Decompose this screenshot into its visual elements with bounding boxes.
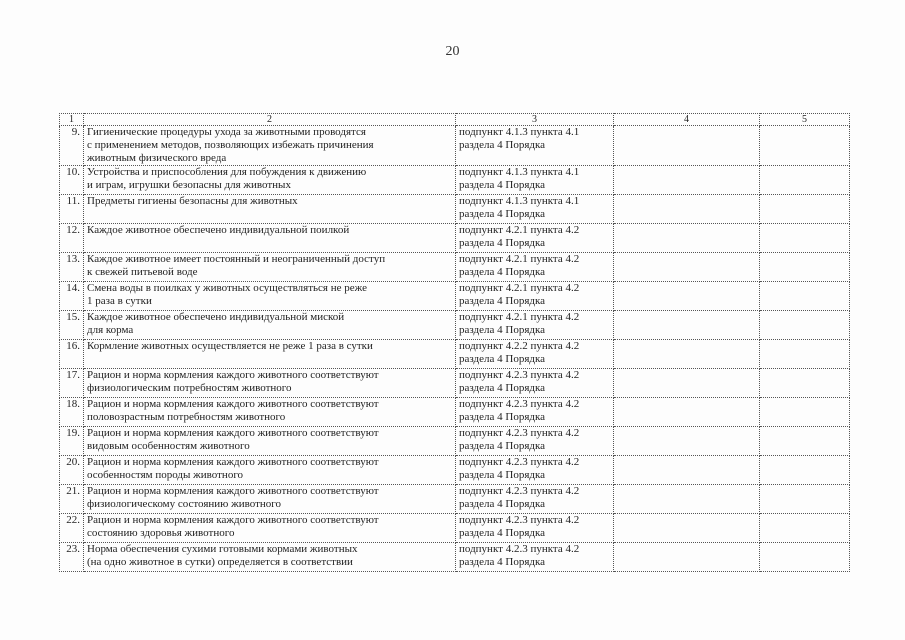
reference-cell: [456, 282, 614, 311]
header-cell: 5: [760, 114, 850, 126]
requirement-text: (на одно животное в сутки) определяется в соответствии: [87, 556, 353, 568]
requirement-text: Смена воды в поилках у животных осуществляться не реже: [87, 282, 367, 294]
requirement-cell: [84, 398, 456, 427]
answer-cell: [614, 126, 760, 166]
answer-cell: [614, 514, 760, 543]
requirement-text: животным физического вреда: [87, 152, 227, 164]
row-number: 11.: [60, 195, 84, 224]
reference-text: раздела 4 Порядка: [459, 295, 546, 307]
answer-cell: [614, 485, 760, 514]
reference-text: подпункт 4.2.1 пункта 4.2: [459, 253, 580, 265]
table-row: [60, 543, 850, 572]
answer-cell: [614, 427, 760, 456]
answer-cell: [614, 340, 760, 369]
note-cell: [760, 166, 850, 195]
requirement-text: физиологическому состоянию животного: [87, 498, 282, 510]
note-cell: [760, 485, 850, 514]
page-number: 20: [445, 44, 460, 59]
row-number: 16.: [60, 340, 84, 369]
reference-cell: [456, 253, 614, 282]
table-row: [60, 456, 850, 485]
header-cell: 2: [84, 114, 456, 126]
reference-cell: [456, 514, 614, 543]
reference-text: раздела 4 Порядка: [459, 411, 546, 423]
reference-text: подпункт 4.2.3 пункта 4.2: [459, 427, 580, 439]
requirement-text: Гигиенические процедуры ухода за животными проводятся: [87, 126, 366, 138]
requirement-cell: [84, 485, 456, 514]
reference-cell: [456, 485, 614, 514]
reference-text: подпункт 4.1.3 пункта 4.1: [459, 195, 580, 207]
requirement-text: Кормление животных осуществляется не реже 1 раза в сутки: [87, 340, 373, 352]
answer-cell: [614, 166, 760, 195]
reference-cell: [456, 311, 614, 340]
reference-text: подпункт 4.2.2 пункта 4.2: [459, 340, 580, 352]
note-cell: [760, 398, 850, 427]
answer-cell: [614, 369, 760, 398]
reference-text: подпункт 4.2.1 пункта 4.2: [459, 311, 580, 323]
reference-text: раздела 4 Порядка: [459, 237, 546, 249]
requirement-text: состоянию здоровья животного: [87, 527, 235, 539]
reference-text: подпункт 4.1.3 пункта 4.1: [459, 166, 580, 178]
requirement-text: 1 раза в сутки: [87, 295, 152, 307]
requirement-cell: [84, 427, 456, 456]
row-number: 21.: [60, 485, 84, 514]
note-cell: [760, 195, 850, 224]
table-row: [60, 427, 850, 456]
row-number: 13.: [60, 253, 84, 282]
reference-text: раздела 4 Порядка: [459, 179, 546, 191]
requirement-text: Рацион и норма кормления каждого животного соответствуют: [87, 456, 379, 468]
reference-text: подпункт 4.2.1 пункта 4.2: [459, 282, 580, 294]
row-number: 18.: [60, 398, 84, 427]
reference-text: раздела 4 Порядка: [459, 208, 546, 220]
reference-cell: [456, 126, 614, 166]
reference-text: раздела 4 Порядка: [459, 266, 546, 278]
requirement-cell: [84, 224, 456, 253]
requirement-text: Рацион и норма кормления каждого животного соответствуют: [87, 369, 379, 381]
table-row: [60, 398, 850, 427]
answer-cell: [614, 282, 760, 311]
answer-cell: [614, 456, 760, 485]
requirement-cell: [84, 369, 456, 398]
reference-cell: [456, 543, 614, 572]
note-cell: [760, 311, 850, 340]
requirement-text: Рацион и норма кормления каждого животного соответствуют: [87, 427, 379, 439]
answer-cell: [614, 398, 760, 427]
answer-cell: [614, 543, 760, 572]
requirement-text: особенностям породы животного: [87, 469, 244, 481]
requirement-text: видовым особенностям животного: [87, 440, 250, 452]
header-cell: 3: [456, 114, 614, 126]
row-number: 12.: [60, 224, 84, 253]
reference-text: подпункт 4.2.1 пункта 4.2: [459, 224, 580, 236]
header-row: [60, 114, 850, 126]
reference-text: подпункт 4.2.3 пункта 4.2: [459, 543, 580, 555]
reference-text: раздела 4 Порядка: [459, 324, 546, 336]
reference-text: подпункт 4.2.3 пункта 4.2: [459, 369, 580, 381]
requirement-text: половозрастным потребностям животного: [87, 411, 286, 423]
table-row: [60, 514, 850, 543]
requirement-cell: [84, 340, 456, 369]
requirement-cell: [84, 543, 456, 572]
table-row: [60, 485, 850, 514]
requirement-cell: [84, 311, 456, 340]
note-cell: [760, 340, 850, 369]
reference-text: раздела 4 Порядка: [459, 139, 546, 151]
reference-text: раздела 4 Порядка: [459, 556, 546, 568]
answer-cell: [614, 311, 760, 340]
answer-cell: [614, 195, 760, 224]
note-cell: [760, 224, 850, 253]
requirement-cell: [84, 166, 456, 195]
reference-text: раздела 4 Порядка: [459, 382, 546, 394]
reference-cell: [456, 340, 614, 369]
header-cell: 1: [60, 114, 84, 126]
requirement-cell: [84, 282, 456, 311]
requirement-text: Устройства и приспособления для побуждения к движению: [87, 166, 367, 178]
reference-cell: [456, 456, 614, 485]
reference-cell: [456, 427, 614, 456]
reference-text: раздела 4 Порядка: [459, 498, 546, 510]
reference-cell: [456, 398, 614, 427]
table-row: [60, 282, 850, 311]
reference-text: подпункт 4.2.3 пункта 4.2: [459, 485, 580, 497]
row-number: 17.: [60, 369, 84, 398]
header-cell: 4: [614, 114, 760, 126]
requirement-text: с применением методов, позволяющих избежать причинения: [87, 139, 374, 151]
reference-text: подпункт 4.2.3 пункта 4.2: [459, 456, 580, 468]
table-row: [60, 253, 850, 282]
requirement-cell: [84, 514, 456, 543]
row-number: 20.: [60, 456, 84, 485]
reference-cell: [456, 195, 614, 224]
requirement-text: к свежей питьевой воде: [87, 266, 198, 278]
reference-text: подпункт 4.2.3 пункта 4.2: [459, 514, 580, 526]
reference-text: раздела 4 Порядка: [459, 469, 546, 481]
note-cell: [760, 427, 850, 456]
note-cell: [760, 282, 850, 311]
row-number: 22.: [60, 514, 84, 543]
requirement-cell: [84, 195, 456, 224]
row-number: 23.: [60, 543, 84, 572]
reference-text: раздела 4 Порядка: [459, 353, 546, 365]
answer-cell: [614, 224, 760, 253]
note-cell: [760, 126, 850, 166]
requirement-text: Норма обеспечения сухими готовыми кормами животных: [87, 543, 358, 555]
note-cell: [760, 456, 850, 485]
note-cell: [760, 514, 850, 543]
requirement-text: Каждое животное имеет постоянный и неограниченный доступ: [87, 253, 386, 265]
checklist-body: [60, 114, 850, 572]
reference-cell: [456, 369, 614, 398]
requirement-cell: [84, 253, 456, 282]
reference-cell: [456, 224, 614, 253]
requirement-text: физиологическим потребностям животного: [87, 382, 292, 394]
reference-text: раздела 4 Порядка: [459, 440, 546, 452]
requirement-cell: [84, 456, 456, 485]
requirement-text: Каждое животное обеспечено индивидуальной миской: [87, 311, 345, 323]
table-row: [60, 126, 850, 166]
requirement-text: и играм, игрушки безопасны для животных: [87, 179, 291, 191]
note-cell: [760, 543, 850, 572]
reference-cell: [456, 166, 614, 195]
table-row: [60, 340, 850, 369]
table-row: [60, 166, 850, 195]
requirement-text: для корма: [87, 324, 134, 336]
requirement-text: Предметы гигиены безопасны для животных: [87, 195, 298, 207]
note-cell: [760, 253, 850, 282]
note-cell: [760, 369, 850, 398]
answer-cell: [614, 253, 760, 282]
row-number: 19.: [60, 427, 84, 456]
reference-text: раздела 4 Порядка: [459, 527, 546, 539]
table-row: [60, 369, 850, 398]
requirement-text: Каждое животное обеспечено индивидуальной поилкой: [87, 224, 350, 236]
table-row: [60, 224, 850, 253]
requirement-text: Рацион и норма кормления каждого животного соответствуют: [87, 514, 379, 526]
row-number: 10.: [60, 166, 84, 195]
requirement-text: Рацион и норма кормления каждого животного соответствуют: [87, 398, 379, 410]
table-row: [60, 311, 850, 340]
row-number: 15.: [60, 311, 84, 340]
requirement-text: Рацион и норма кормления каждого животного соответствуют: [87, 485, 379, 497]
row-number: 9.: [60, 126, 84, 166]
reference-text: подпункт 4.2.3 пункта 4.2: [459, 398, 580, 410]
table-row: [60, 195, 850, 224]
row-number: 14.: [60, 282, 84, 311]
reference-text: подпункт 4.1.3 пункта 4.1: [459, 126, 580, 138]
checklist-table: [59, 113, 850, 572]
requirement-cell: [84, 126, 456, 166]
